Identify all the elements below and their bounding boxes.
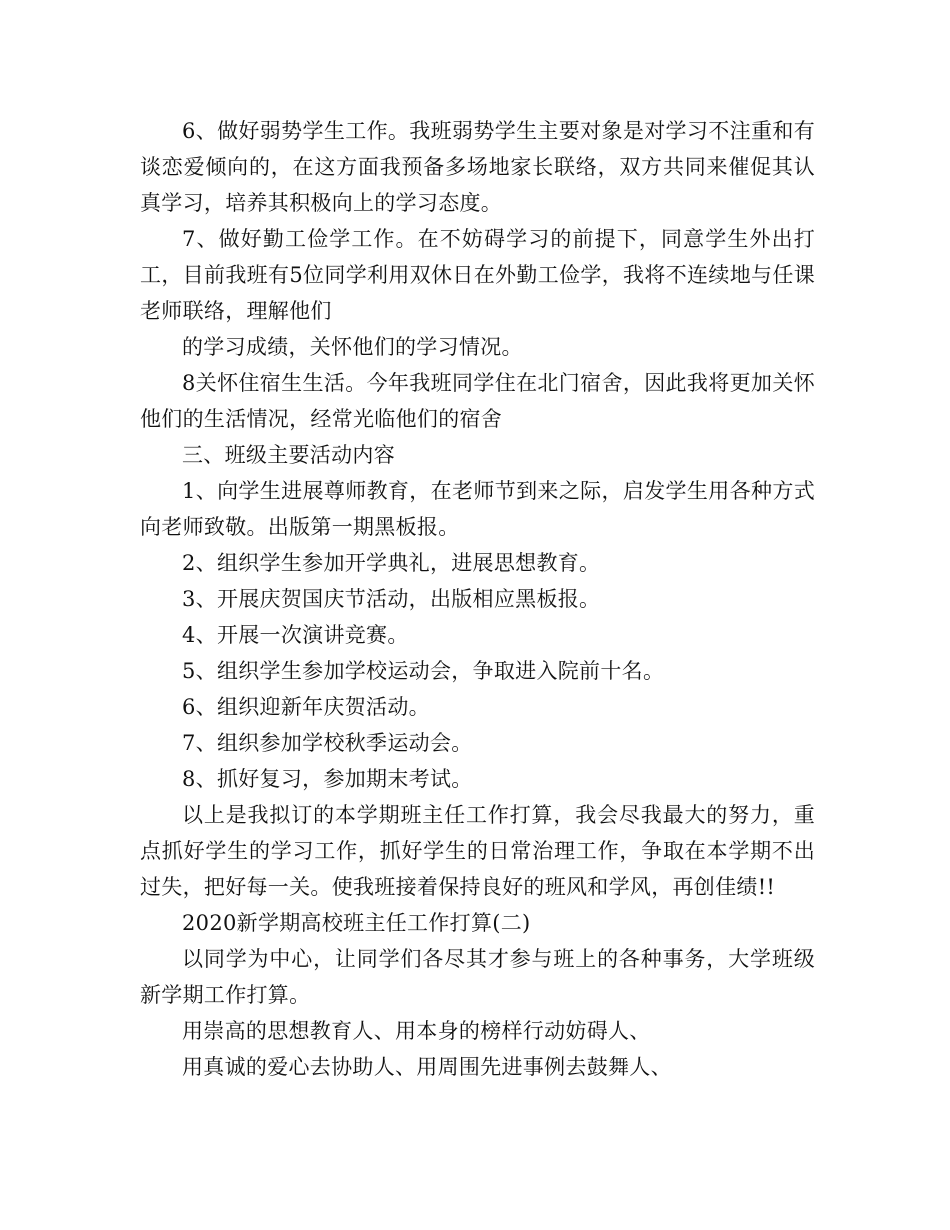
paragraph-work-study-continued: 的学习成绩，关怀他们的学习情况。: [182, 335, 523, 359]
paragraph-weak-students: 6、做好弱势学生工作。我班弱势学生主要对象是对学习不注重和有谈恋爱倾向的，在这方面我预备多场地家长联络，双方共同来催促其认真学习，培养其积极向上的学习态度。: [140, 119, 815, 215]
paragraph-principle-2: 用真诚的爱心去协助人、用周围先进事例去鼓舞人、: [182, 1055, 672, 1079]
section-heading-activities: 三、班级主要活动内容: [182, 443, 395, 467]
paragraph-dorm-life: 8关怀住宿生生活。今年我班同学住在北门宿舍，因此我将更加关怀他们的生活情况，经常光临他们的宿舍: [140, 371, 815, 431]
paragraph-student-centered: 以同学为中心，让同学们各尽其才参与班上的各种事务，大学班级新学期工作打算。: [140, 947, 815, 1007]
document-body: [140, 113, 815, 1085]
document-subtitle: 2020新学期高校班主任工作打算(二): [182, 911, 531, 935]
paragraph-conclusion: 以上是我拟订的本学期班主任工作打算，我会尽我最大的努力，重点抓好学生的学习工作，抓好学生的日常治理工作，争取在本学期不出过失，把好每一关。使我班接着保持良好的班风和学风，再创佳绩!!: [140, 803, 815, 899]
list-item-activity-3: 3、开展庆贺国庆节活动，出版相应黑板报。: [182, 587, 601, 611]
list-item-activity-2: 2、组织学生参加开学典礼，进展思想教育。: [182, 551, 601, 575]
list-item-activity-4: 4、开展一次演讲竞赛。: [182, 623, 409, 647]
list-item-activity-5: 5、组织学生参加学校运动会，争取进入院前十名。: [182, 659, 665, 683]
list-item-activity-8: 8、抓好复习，参加期末考试。: [182, 767, 473, 791]
list-item-activity-6: 6、组织迎新年庆贺活动。: [182, 695, 430, 719]
paragraph-principle-1: 用崇高的思想教育人、用本身的榜样行动妨碍人、: [182, 1019, 651, 1043]
list-item-activity-7: 7、组织参加学校秋季运动会。: [182, 731, 473, 755]
paragraph-work-study: 7、做好勤工俭学工作。在不妨碍学习的前提下，同意学生外出打工，目前我班有5位同学利用双休日在外勤工俭学，我将不连续地与任课老师联络，理解他们: [140, 227, 815, 323]
list-item-activity-1: 1、向学生进展尊师教育，在老师节到来之际，启发学生用各种方式向老师致敬。出版第一期黑板报。: [140, 479, 815, 539]
